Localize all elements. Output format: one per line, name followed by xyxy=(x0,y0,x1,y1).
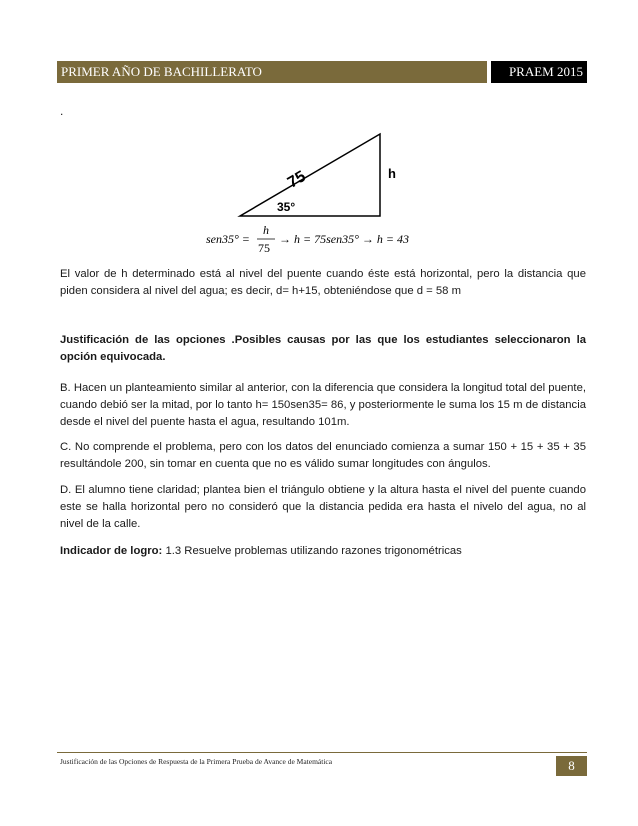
indicator-label: Indicador de logro: xyxy=(60,545,163,557)
formula xyxy=(206,220,446,260)
formula-numerator: h xyxy=(263,223,269,237)
footer-divider xyxy=(57,752,587,753)
paragraph-result: El valor de h determinado está al nivel del puente cuando éste está horizontal, pero la distancia que piden considera al nivel del agua; es decir, d= h+15, obteniéndose que d = 58 m xyxy=(60,268,586,297)
formula-denominator: 75 xyxy=(258,241,270,255)
page-header xyxy=(57,61,587,83)
header-program-title: PRAEM 2015 xyxy=(491,61,587,83)
lead-dot: . xyxy=(60,104,64,118)
height-label: h xyxy=(388,166,396,181)
triangle-figure xyxy=(235,128,415,223)
page-number: 8 xyxy=(556,756,587,776)
hypotenuse-label: 75 xyxy=(284,168,309,192)
paragraph-justification-heading: Justificación de las opciones .Posibles causas por las que los estudiantes seleccionaron la opción equivocada. xyxy=(60,334,586,363)
paragraph-option-d: D. El alumno tiene claridad; plantea bien el triángulo obtiene y la altura hasta el nivel del puente cuando este se halla horizontal pero no consideró que la distancia pedida era hasta el nivelo del agua, no al nivel de la calle. xyxy=(60,484,586,530)
formula-part1: sen35° = xyxy=(206,232,250,246)
paragraph-option-c: C. No comprende el problema, pero con los datos del enunciado comienza a sumar 150 + 15 + 35 + 35 resultándole 200, sin tomar en cuenta que no es válido sumar longitudes con ángulos. xyxy=(60,441,586,470)
paragraph-indicator xyxy=(60,543,586,560)
footer-text: Justificación de las Opciones de Respuesta de la Primera Prueba de Avance de Matemática xyxy=(60,757,333,766)
paragraph-option-b: B. Hacen un planteamiento similar al anterior, con la diferencia que considera la longitud total del puente, cuando debió ser la mitad, por lo tanto h= 150sen35= 86, y posteriormente le suma los 15 m de distancia desde el nivel del puente hasta el agua, resultando 101m. xyxy=(60,382,586,428)
formula-part2: → h = 75sen35° → h = 43 xyxy=(279,232,409,246)
indicator-text: 1.3 Resuelve problemas utilizando razones trigonométricas xyxy=(162,545,462,557)
angle-label: 35° xyxy=(277,200,296,214)
triangle-shape xyxy=(240,134,380,216)
header-course-title: PRIMER AÑO DE BACHILLERATO xyxy=(57,61,487,83)
